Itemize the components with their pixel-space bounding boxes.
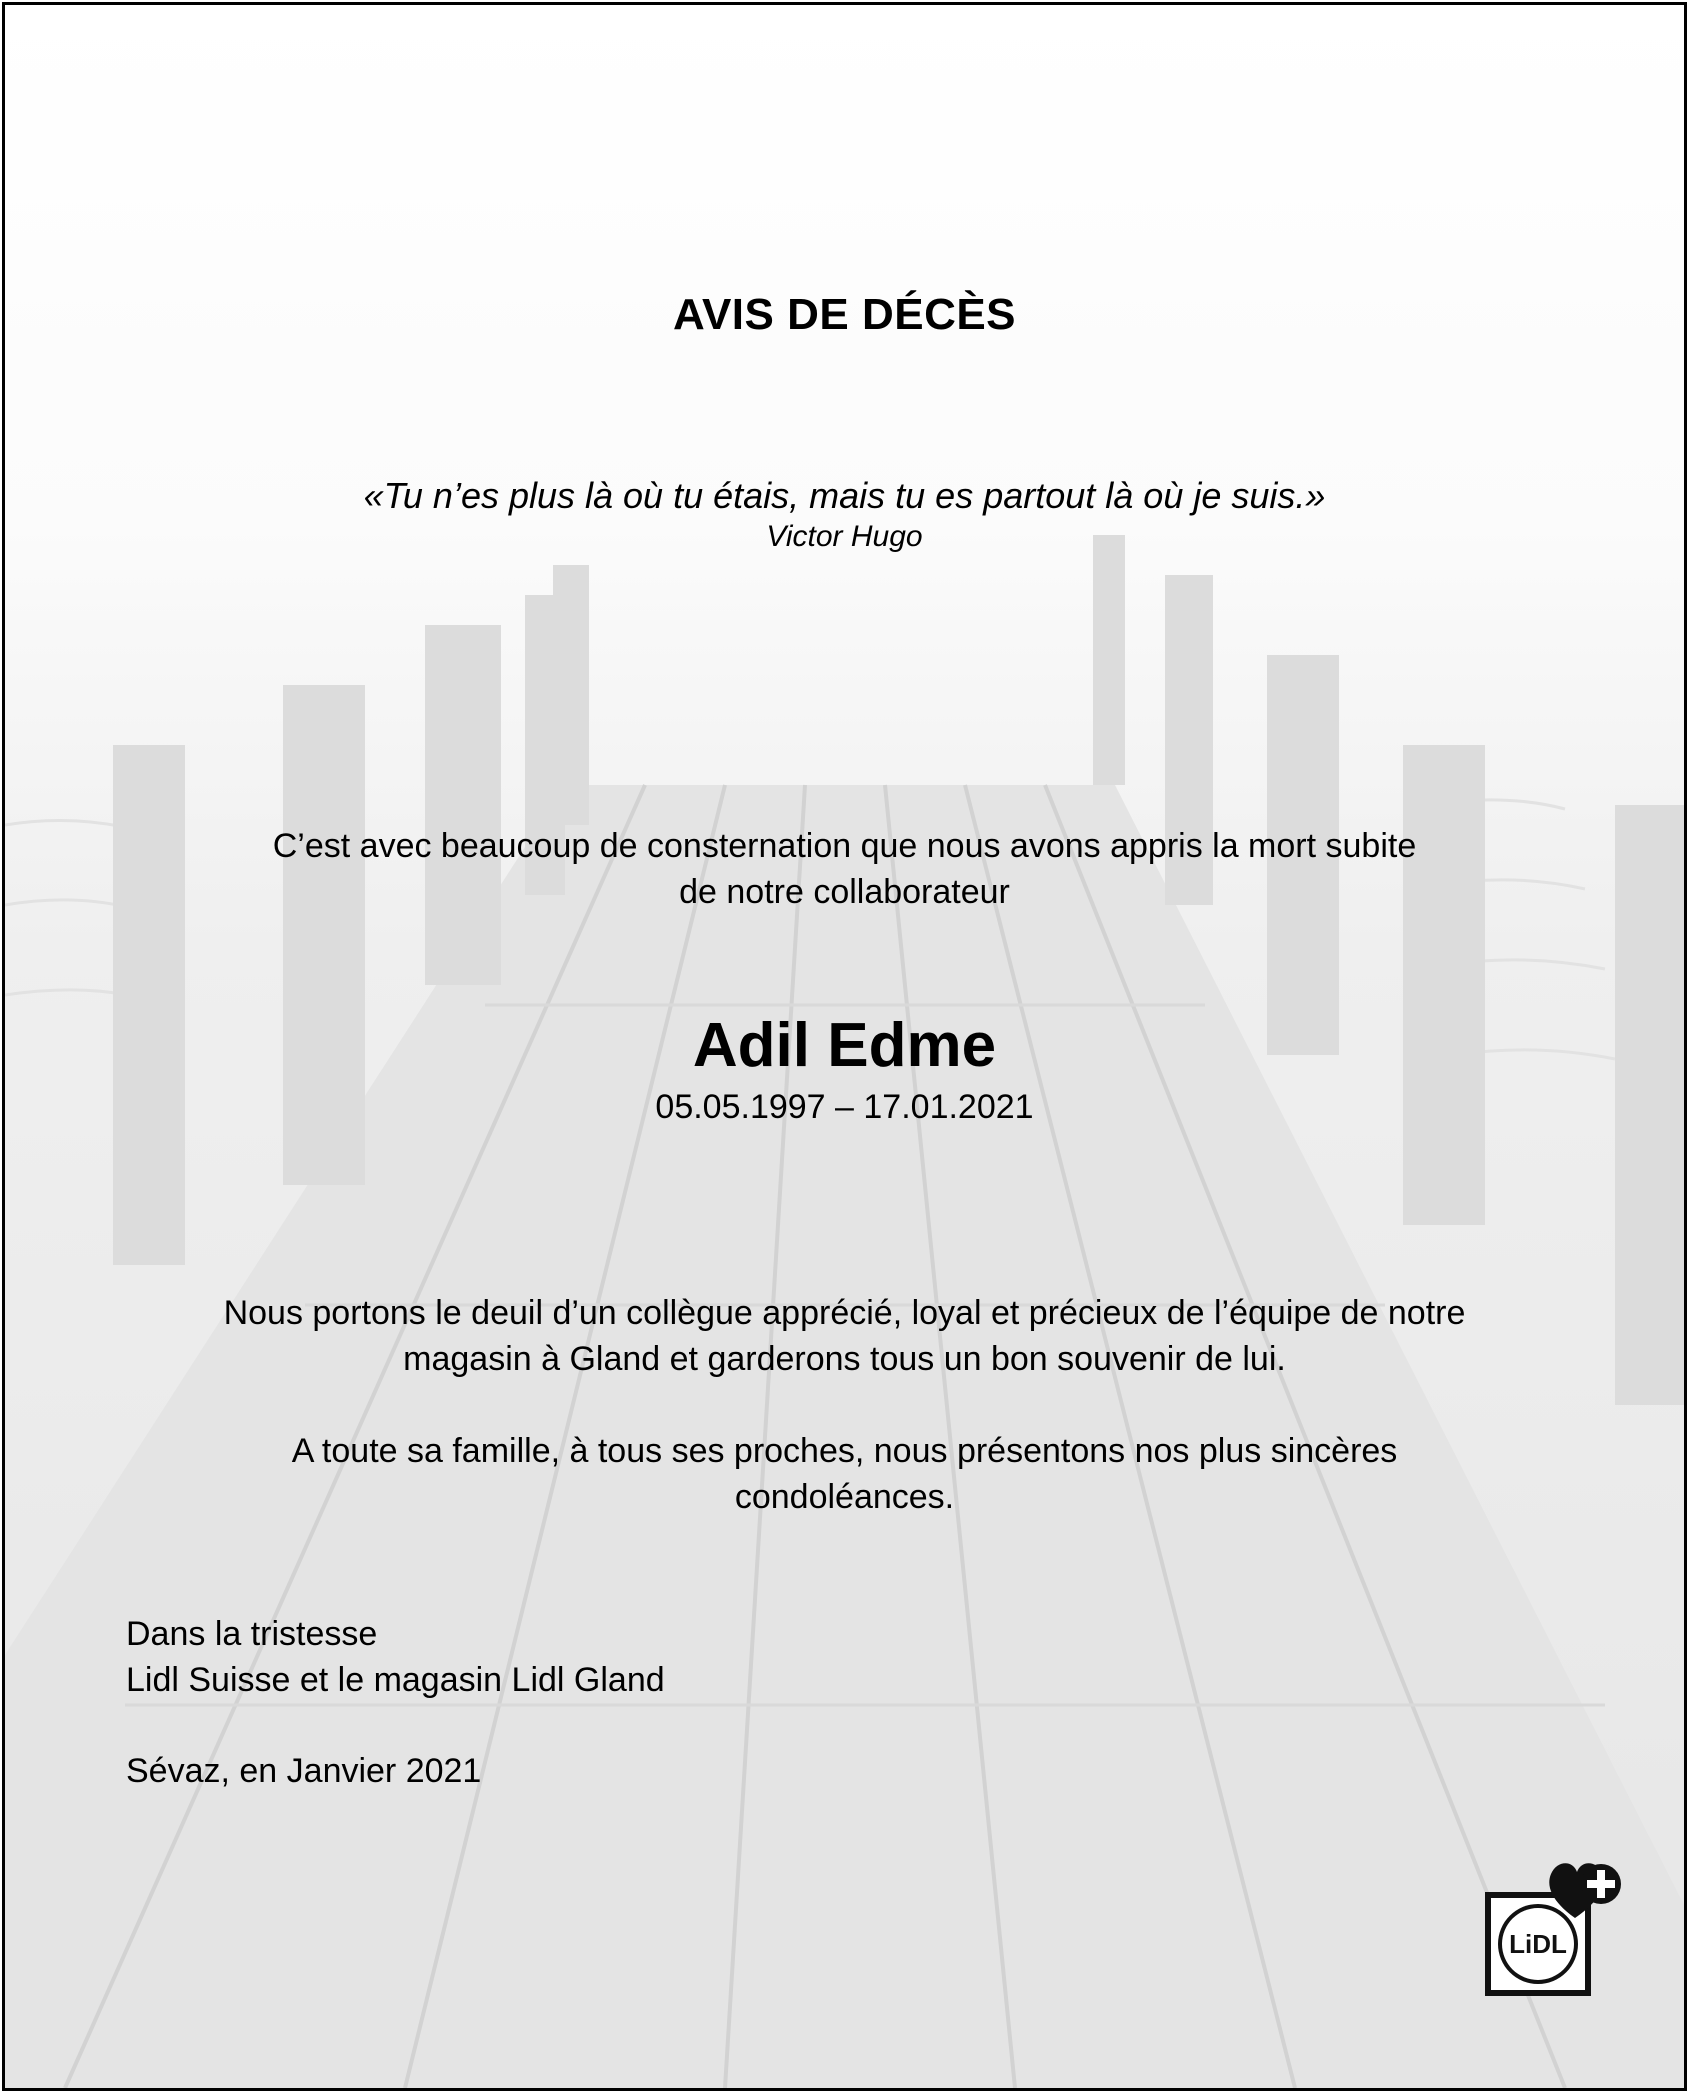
condolences-line: A toute sa famille, à tous ses proches, nous présentons nos plus sincères xyxy=(291,1432,1398,1470)
quote-text: «Tu n’es plus là où tu étais, mais tu es partout là où je suis.» xyxy=(363,475,1326,516)
life-dates: 05.05.1997 – 17.01.2021 xyxy=(655,1088,1034,1126)
intro-line: C’est avec beaucoup de consternation que nous avons appris la mort subite xyxy=(272,827,1417,865)
place-date: Sévaz, en Janvier 2021 xyxy=(126,1752,482,1790)
signature-sender: Lidl Suisse et le magasin Lidl Gland xyxy=(126,1661,665,1699)
tribute-line: magasin à Gland et garderons tous un bon souvenir de lui. xyxy=(403,1340,1286,1378)
notice-title: AVIS DE DÉCÈS xyxy=(672,290,1017,339)
notice-frame xyxy=(2,2,1687,2091)
tribute-line: Nous portons le deuil d’un collègue apprécié, loyal et précieux de l’équipe de notre xyxy=(223,1294,1466,1332)
intro-paragraph xyxy=(5,823,1684,915)
logo-text: LiDL xyxy=(1509,1929,1567,1959)
lidl-heart-plus-logo-icon xyxy=(1483,1860,1625,1998)
condolences-line: condoléances. xyxy=(734,1478,955,1516)
condolences-paragraph xyxy=(5,1428,1684,1520)
tribute-paragraph xyxy=(5,1290,1684,1382)
deceased-name: Adil Edme xyxy=(692,1011,997,1080)
intro-line: de notre collaborateur xyxy=(679,873,1010,911)
quote-author: Victor Hugo xyxy=(766,520,923,553)
signature-line: Dans la tristesse xyxy=(126,1615,378,1653)
